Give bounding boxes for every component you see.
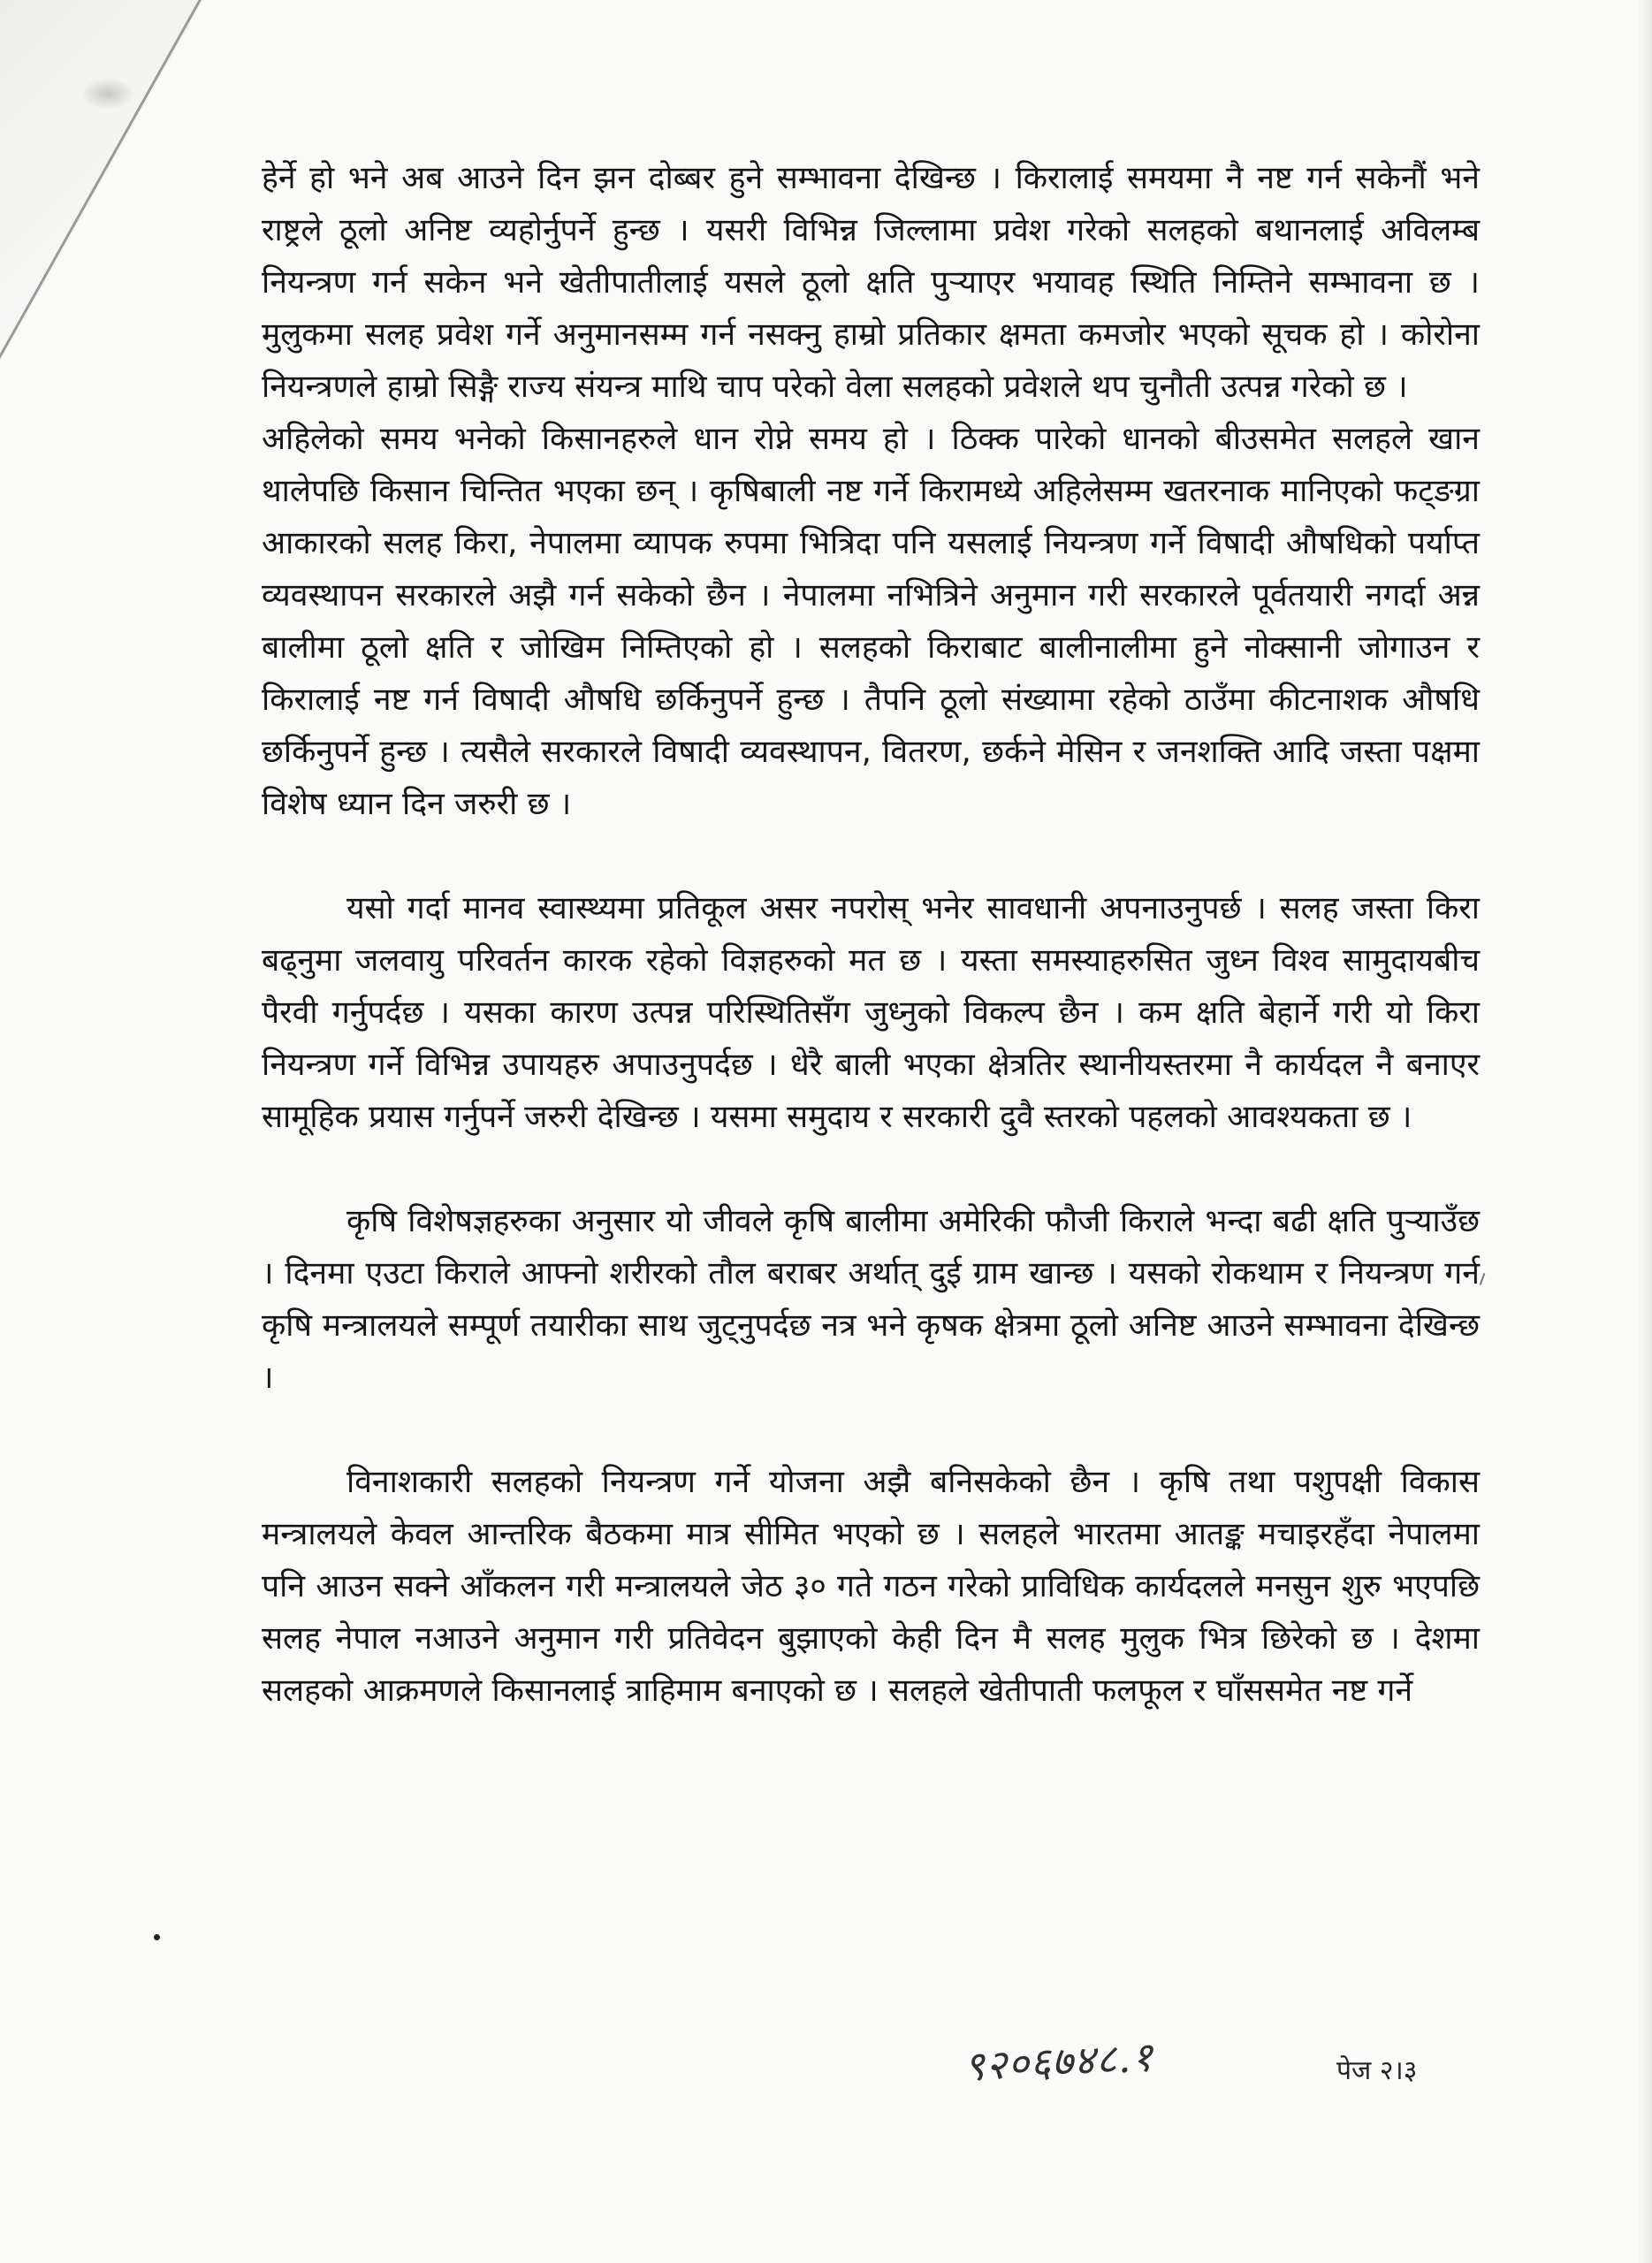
paragraph-3: यसो गर्दा मानव स्वास्थ्यमा प्रतिकूल असर नपरोस् भनेर सावधानी अपनाउनुपर्छ । सलह जस्ता किरा बढ्नुमा जलवायु परिवर्तन कारक रहेको विज्ञहरुको मत छ । यस्ता समस्याहरुसित जुध्न विश्व सामुदायबीच पैरवी गर्नुपर्दछ । यसका कारण उत्पन्न परिस्थितिसँग जुध्नुको विकल्प छैन । कम क्षति बेहार्ने गरी यो किरा नियन्त्रण गर्ने विभिन्न उपायहरु अपाउनुपर्दछ । धेरै बाली भएका क्षेत्रतिर स्थानीयस्तरमा नै कार्यदल नै बनाएर सामूहिक प्रयास गर्नुपर्ने जरुरी देखिन्छ । यसमा समुदाय र सरकारी दुवै स्तरको पहलको आवश्यकता छ ।: [262, 890, 1480, 1135]
paragraph-1: हेर्ने हो भने अब आउने दिन झन दोब्बर हुने सम्भावना देखिन्छ । किरालाई समयमा नै नष्ट गर्न सकेनौं भने राष्ट्रले ठूलो अनिष्ट व्यहोर्नुपर्ने हुन्छ । यसरी विभिन्न जिल्लामा प्रवेश गरेको सलहको बथानलाई अविलम्ब नियन्त्रण गर्न सकेन भने खेतीपातीलाई यसले ठूलो क्षति पुऱ्याएर भयावह स्थिति निम्तिने सम्भावना छ । मुलुकमा सलह प्रवेश गर्ने अनुमानसम्म गर्न नसक्नु हाम्रो प्रतिकार क्षमता कमजोर भएको सूचक हो । कोरोना नियन्त्रणले हाम्रो सिङ्गै राज्य संयन्त्र माथि चाप परेको वेला सलहको प्रवेशले थप चुनौती उत्पन्न गरेको छ ।: [262, 160, 1480, 405]
stray-mark: [1480, 1273, 1486, 1285]
scan-mark: [81, 78, 134, 110]
paragraph-gap: [262, 830, 1480, 882]
article-body: [262, 152, 1480, 1717]
paragraph-4: कृषि विशेषज्ञहरुका अनुसार यो जीवले कृषि बालीमा अमेरिकी फौजी किराले भन्दा बढी क्षति पुऱ्याउँछ । दिनमा एउटा किराले आफ्नो शरीरको तौल बराबर अर्थात् दुई ग्राम खान्छ । यसको रोकथाम र नियन्त्रण गर्न कृषि मन्त्रालयले सम्पूर्ण तयारीका साथ जुट्नुपर्दछ नत्र भने कृषक क्षेत्रमा ठूलो अनिष्ट आउने सम्भावना देखिन्छ ।: [262, 1203, 1480, 1396]
paragraph-gap: [262, 1404, 1480, 1456]
paragraph-5: विनाशकारी सलहको नियन्त्रण गर्ने योजना अझै बनिसकेको छैन । कृषि तथा पशुपक्षी विकास मन्त्रालयले केवल आन्तरिक बैठकमा मात्र सीमित भएको छ । सलहले भारतमा आतङ्क मचाइरहँदा नेपालमा पनि आउन सक्ने आँकलन गरी मन्त्रालयले जेठ ३० गते गठन गरेको प्राविधिक कार्यदलले मनसुन शुरु भएपछि सलह नेपाल नआउने अनुमान गरी प्रतिवेदन बुझाएको केही दिन मै सलह मुलुक भित्र छिरेको छ । देशमा सलहको आक्रमणले किसानलाई त्राहिमाम बनाएको छ । सलहले खेतीपाती फलफूल र घाँससमेत नष्ट गर्ने: [262, 1464, 1480, 1709]
page-number: पेज २।३: [1336, 2055, 1418, 2086]
page-edge-shadow: [1638, 0, 1652, 2263]
paragraph-gap: [262, 1143, 1480, 1195]
handwritten-note: ९२०६७४८.१: [962, 2032, 1155, 2091]
stray-dot: [154, 1934, 160, 1940]
paragraph-2: अहिलेको समय भनेको किसानहरुले धान रोप्ने समय हो । ठिक्क पारेको धानको बीउसमेत सलहले खान थालेपछि किसान चिन्तित भएका छन् । कृषिबाली नष्ट गर्ने किरामध्ये अहिलेसम्म खतरनाक मानिएको फट्ङग्रा आकारको सलह किरा, नेपालमा व्यापक रुपमा भित्रिदा पनि यसलाई नियन्त्रण गर्ने विषादी औषधिको पर्याप्त व्यवस्थापन सरकारले अझै गर्न सकेको छैन । नेपालमा नभित्रिने अनुमान गरी सरकारले पूर्वतयारी नगर्दा अन्न बालीमा ठूलो क्षति र जोखिम निम्तिएको हो । सलहको किराबाट बालीनालीमा हुने नोक्सानी जोगाउन र किरालाई नष्ट गर्न विषादी औषधि छर्किनुपर्ने हुन्छ । तैपनि ठूलो संख्यामा रहेको ठाउँमा कीटनाशक औषधि छर्किनुपर्ने हुन्छ । त्यसैले सरकारले विषादी व्यवस्थापन, वितरण, छर्कने मेसिन र जनशक्ति आदि जस्ता पक्षमा विशेष ध्यान दिन जरुरी छ ।: [262, 421, 1480, 822]
fold-crease: [0, 0, 203, 362]
